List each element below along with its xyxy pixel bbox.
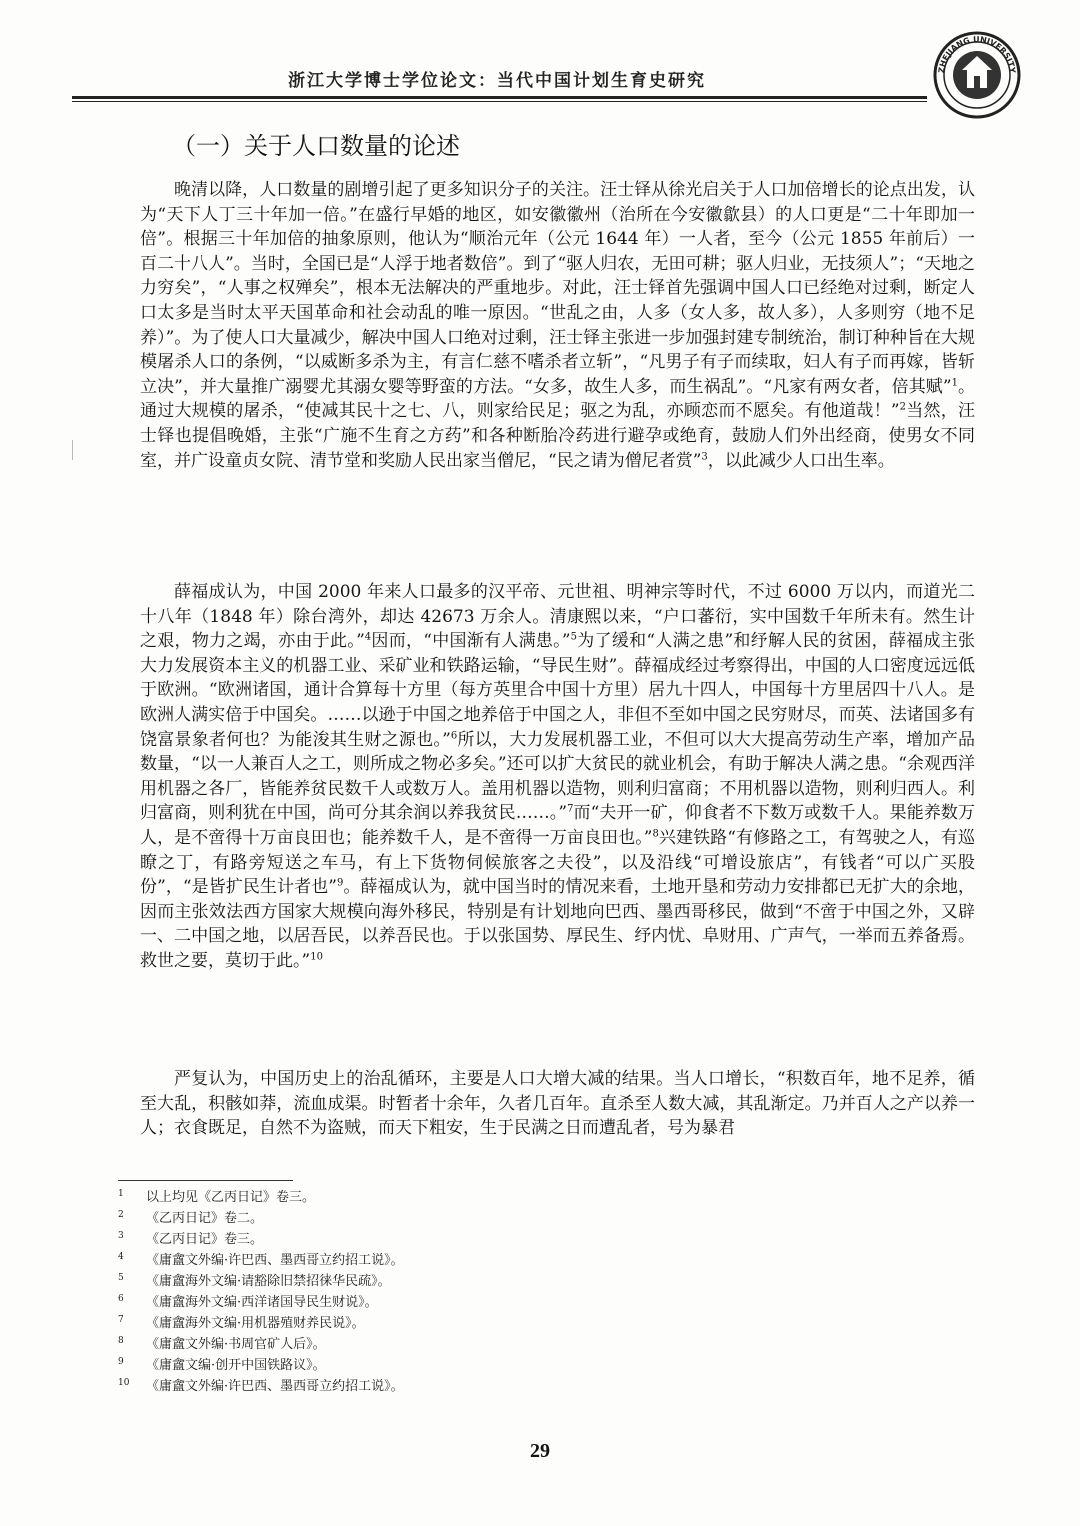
footnote-rule [118,1180,293,1181]
paragraph-text: 。薛福成认为，就中国当时的情况来看，土地开垦和劳动力安排都已无扩大的余地，因而主张效法西方国家大规模向海外移民，特别是有计划地向巴西、墨西哥移民，做到“不啻于中国之外，又辟一、二中国之地，以居吾民，以养吾民也。于以张国势、厚民生、纾内忧、阜财用、广声气，一举而五养备焉。救世之要，莫切于此。” [140,877,976,971]
footnote-item: 4 《庸盦文外编·许巴西、墨西哥立约招工说》。 [118,1251,404,1268]
footnote-item: 7 《庸盦海外文编·用机器殖财养民说》。 [118,1314,365,1331]
footnote-text: 《庸盦文外编·书周官矿人后》。 [146,1337,326,1352]
footnote-text: 《乙丙日记》卷三。 [146,1232,264,1247]
university-seal-icon [932,30,1022,120]
paragraph-text: 而“夫开一矿，仰食者不下数万或数千人。果能养数万人，是不啻得十万亩良田也；能养数千人，是不啻得一万亩良田也。” [140,803,975,848]
footnote-item: 8 《庸盦文外编·书周官矿人后》。 [118,1335,326,1352]
paragraph-text: 薛福成认为，中国 2000 年来人口最多的汉平帝、元世祖、明神宗等时代，不过 6000 万以内，而道光二十八年（1848 年）除台湾外，却达 42673 万余人。清康熙以来，“户口蕃衍，实中国数千年所未有。然生计之艰，物力之竭，亦由于此。” [140,582,975,652]
footnote-text: 《庸盦文外编·许巴西、墨西哥立约招工说》。 [146,1253,404,1268]
paragraph-text: 。通过大规模的屠杀，“使减其民十之七、八，则家给民足；驱之为乱，亦顾恋而不愿矣。有他道哉！” [140,376,976,422]
footnote-text: 以上均见《乙丙日记》卷三。 [146,1190,316,1205]
footnote-text: 《庸盦文编·创开中国铁路议》。 [146,1358,326,1373]
paragraph-text: 晚清以降，人口数量的剧增引起了更多知识分子的关注。汪士铎从徐光启关于人口加倍增长的论点出发，认为“天下人丁三十年加一倍。”在盛行早婚的地区，如安徽徽州（治所在今安徽歙县）的人口更是“二十年即加一倍”。根据三十年加倍的抽象原则，他认为“顺治元年（公元 1644 年）一人者，至今（公元 1855 年前后）一百二十八人”。当时，全国已是“人浮于地者数倍”。到了“驱人归农，无田可耕；驱人归业，无技须人”；“天地之力穷矣”，“人事之权殚矣”，根本无法解决的严重地步。对此，汪士铎首先强调中国人口已经绝对过剩，断定人口太多是当时太平天国革命和社会动乱的唯一原因。“世乱之由，人多（女人多，故人多），人多则穷（地不足养）”。为了使人口大量减少，解决中国人口绝对过剩，汪士铎主张进一步加强封建专制统治，制订种种旨在大规模屠杀人口的条例，“以威断多杀为主，有言仁慈不嗜杀者立斩”，“凡男子有子而续取，妇人有子而再嫁，皆斩立决”，并大量推广溺婴尤其溺女婴等野蛮的方法。“女多，故生人多，而生祸乱”。“凡家有两女者，倍其赋” [140,180,975,397]
paragraph-3 [140,1067,975,1141]
header-rule-thin [72,101,927,102]
paragraph-text: 当然，汪士铎也提倡晚婚，主张“广施不生育之方药”和各种断胎冷药进行避孕或绝育，鼓励人们外出经商，使男女不同室，并广设童贞女院、清节堂和奖励人民出家当僧尼，“民之请为僧尼者赏” [140,401,976,471]
paragraph-2 [140,580,975,974]
header-rule [72,96,927,99]
footnote-ref: 3 [701,450,708,462]
footnote-ref: 6 [450,729,458,741]
page-number: 29 [530,1440,550,1462]
footnote-ref: 8 [652,828,659,840]
section-title: （一）关于人口数量的论述 [172,132,460,160]
paragraph-text: 因而，“中国渐有人满患。” [371,631,571,652]
footnote-ref: 10 [310,951,323,963]
running-header: 浙江大学博士学位论文：当代中国计划生育史研究 [288,71,706,91]
seal-text: ZHEJIANG UNIVERSITY [936,34,1018,74]
footnote-item: 5 《庸盦海外文编·请豁除旧禁招徕华民疏》。 [118,1272,391,1289]
paragraph-text: 所以，大力发展机器工业，不但可以大大提高劳动生产率，增加产品数量，“以一人兼百人之工，则所成之物必多矣。”还可以扩大贫民的就业机会，有助于解决人满之患。“余观西洋用机器之各厂，皆能养贫民数千人或数万人。盖用机器以造物，则利归富商；不用机器以造物，则利归西人。利归富商，则利犹在中国，尚可分其余润以养我贫民……。” [140,729,975,824]
footnote-item: 1 以上均见《乙丙日记》卷三。 [118,1188,316,1205]
footnote-ref: 9 [336,877,344,889]
footnote-item: 6 《庸盦海外文编·西洋诸国导民生财说》。 [118,1293,378,1310]
footnote-ref: 7 [567,803,574,815]
paragraph-text: 兴建铁路“有修路之工，有驾驶之人，有巡瞭之丁，有路旁短送之车马，有上下货物伺候旅客之夫役”，以及沿线“可增设旅店”，有钱者“可以广买股份”，“是皆扩民生计者也” [140,827,975,898]
paragraph-text: ，以此减少人口出生率。 [707,450,895,471]
footnote-ref: 4 [364,631,372,643]
footnote-item: 3 《乙丙日记》卷三。 [118,1230,264,1247]
footnote-text: 《庸盦海外文编·西洋诸国导民生财说》。 [146,1295,378,1310]
footnote-list [118,1187,618,1397]
margin-mark [72,440,73,460]
footnote-text: 《乙丙日记》卷二。 [146,1211,264,1226]
footnote-item: 10 《庸盦文外编·许巴西、墨西哥立约招工说》。 [118,1377,404,1394]
footnote-ref: 1 [951,377,958,389]
footnote-text: 《庸盦海外文编·请豁除旧禁招徕华民疏》。 [146,1274,391,1289]
footnote-ref: 2 [899,401,906,413]
footnote-item: 2 《乙丙日记》卷二。 [118,1209,264,1226]
paragraph-text: 为了缓和“人满之患”和纾解人民的贫困，薛福成主张大力发展资本主义的机器工业、采矿业和铁路运输，“导民生财”。薛福成经过考察得出，中国的人口密度远远低于欧洲。“欧洲诸国，通计合算每十方里（每方英里合中国十方里）居九十四人，中国每十方里居四十八人。是欧洲人满实倍于中国矣。……以逊于中国之地养倍于中国之人，非但不至如中国之民穷财尽，而英、法诸国多有饶富景象者何也？为能浚其生财之源也。” [140,631,975,750]
footnote-text: 《庸盦海外文编·用机器殖财养民说》。 [146,1316,365,1331]
footnote-ref: 5 [570,631,577,643]
footnote-text: 《庸盦文外编·许巴西、墨西哥立约招工说》。 [146,1379,404,1394]
footnote-item: 9 《庸盦文编·创开中国铁路议》。 [118,1356,326,1373]
paragraph-1 [140,178,975,473]
paragraph-text: 严复认为，中国历史上的治乱循环，主要是人口大增大减的结果。当人口增长，“积数百年，地不足养，循至大乱，积骸如莽，流血成渠。时暂者十余年，久者几百年。直杀至人数大减，其乱渐定。乃并百人之产以养一人；衣食既足，自然不为盗贼，而天下粗安，生于民满之日而遭乱者，号为暴君 [140,1069,975,1139]
